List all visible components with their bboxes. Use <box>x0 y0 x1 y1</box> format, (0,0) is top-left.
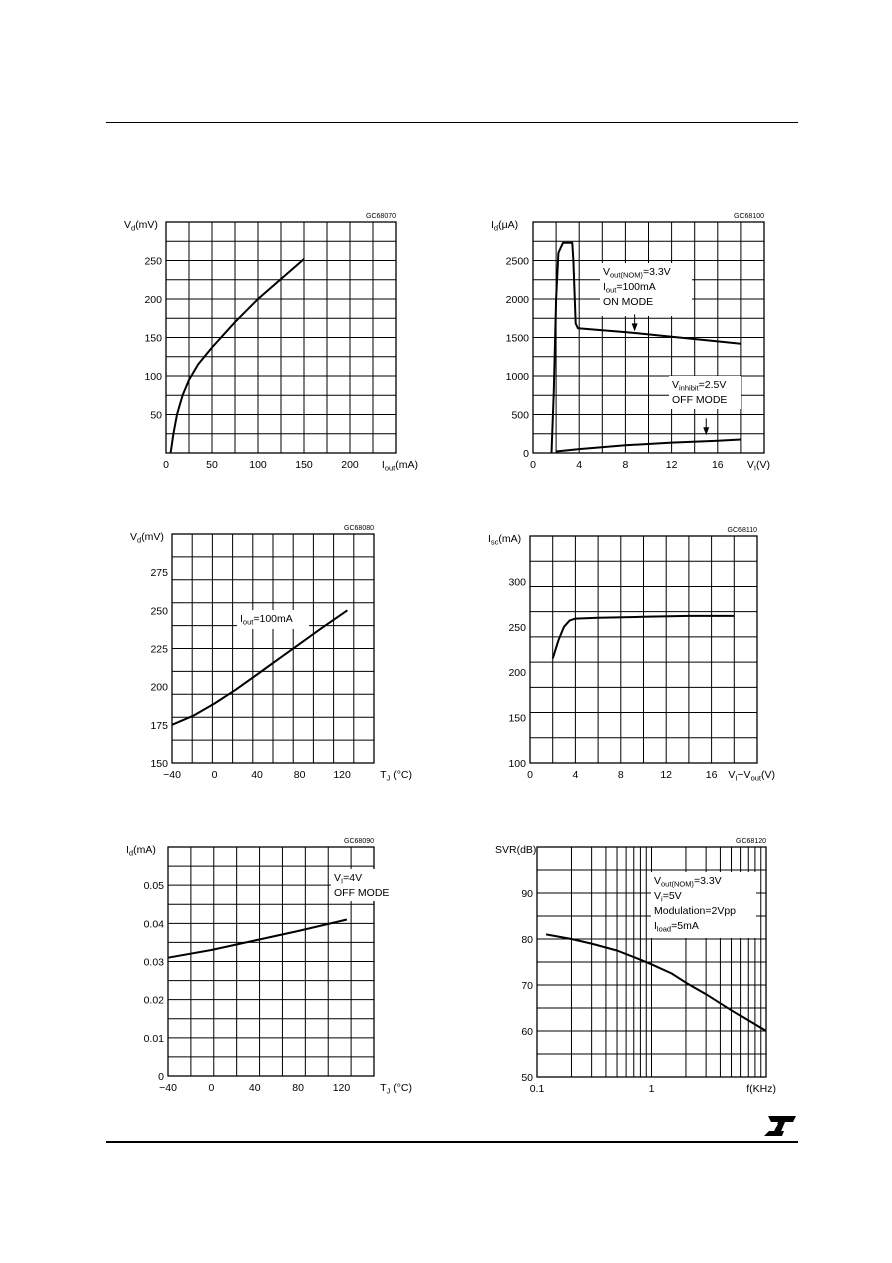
x-tick-label: 1 <box>648 1083 655 1095</box>
x-tick-label: −40 <box>159 1082 177 1094</box>
y-tick-label: 250 <box>150 605 168 618</box>
y-tick-label: 150 <box>150 758 168 770</box>
y-tick-label: 0.01 <box>143 1032 164 1045</box>
chart-2 <box>491 213 770 473</box>
x-tick-label: 40 <box>248 1082 261 1094</box>
annotation-text: $I_{load}=5mA$ <box>654 920 699 934</box>
x-axis-label: $T_J$ (°C) <box>380 769 412 783</box>
y-tick-label: 200 <box>508 667 526 680</box>
y-tick-label: 200 <box>150 681 168 694</box>
x-tick-label: 100 <box>249 459 267 471</box>
annotation-text: $V_i=5V$ <box>654 890 682 904</box>
x-tick-label: 80 <box>293 769 306 781</box>
x-tick-label: 8 <box>617 769 624 781</box>
x-axis-label: $T_J$ (°C) <box>380 1082 412 1096</box>
x-axis-label: $V_I(V)$ <box>746 459 770 473</box>
y-tick-label: 0.02 <box>143 994 164 1007</box>
st-logo <box>762 1115 798 1137</box>
chart-code: GC68120 <box>736 838 766 845</box>
annotation-text: $V_I=4V$ <box>334 872 363 886</box>
annotation-text: $V_{inhibit}=2.5V$ <box>672 379 727 393</box>
chart-grid <box>172 534 374 763</box>
y-tick-label: 275 <box>150 567 168 580</box>
x-tick-label: 150 <box>295 459 313 471</box>
annotation-text: Modulation=2Vpp <box>654 905 737 917</box>
annotation-text: $V_{out(NOM)}=3.3V$ <box>603 266 671 280</box>
x-tick-label: 12 <box>660 769 673 781</box>
y-tick-label: 90 <box>521 888 533 900</box>
y-tick-label: 250 <box>144 255 162 268</box>
series-line-1 <box>168 920 347 958</box>
x-tick-label: 0 <box>208 1082 215 1094</box>
x-tick-label: 8 <box>622 459 629 471</box>
x-tick-label: 40 <box>251 769 263 781</box>
y-tick-label: 1000 <box>505 371 529 383</box>
x-tick-label: 80 <box>292 1082 304 1094</box>
y-axis-label: $V_d(mV)$ <box>130 531 164 545</box>
chart-grid <box>166 222 396 453</box>
chart-code: GC68100 <box>734 213 764 220</box>
x-axis-label: f(KHz) <box>746 1083 776 1095</box>
y-tick-label: 0.05 <box>143 880 164 893</box>
y-tick-label: 175 <box>150 719 168 732</box>
y-axis-label: $I_d(\mu A)$ <box>491 219 519 233</box>
annotation-text: OFF MODE <box>672 394 728 406</box>
annotation-text: OFF MODE <box>334 887 390 899</box>
y-tick-label: 100 <box>508 758 526 770</box>
x-tick-label: 16 <box>711 459 724 471</box>
y-tick-label: 225 <box>150 643 168 656</box>
y-tick-label: 1500 <box>505 332 529 345</box>
chart-grid <box>530 536 757 763</box>
y-axis-label: SVR(dB) <box>495 844 537 856</box>
y-tick-label: 100 <box>144 371 162 383</box>
chart-code: GC68090 <box>344 838 374 845</box>
y-tick-label: 50 <box>150 409 162 422</box>
y-tick-label: 300 <box>508 576 526 589</box>
y-tick-label: 150 <box>508 712 526 725</box>
x-tick-label: 0 <box>163 459 169 471</box>
y-tick-label: 0 <box>523 448 529 460</box>
x-tick-label: 0 <box>527 769 533 781</box>
footer-rule <box>106 1141 798 1143</box>
y-tick-label: 0.04 <box>143 918 164 931</box>
x-tick-label: 120 <box>332 1082 351 1094</box>
y-tick-label: 50 <box>521 1072 533 1084</box>
y-tick-label: 150 <box>144 332 162 345</box>
chart-code: GC68080 <box>344 525 374 532</box>
chart-1 <box>124 213 418 473</box>
x-tick-label: 4 <box>576 459 583 471</box>
x-tick-label: 12 <box>665 459 678 471</box>
x-tick-label: 0.1 <box>529 1083 545 1095</box>
chart-6 <box>495 838 776 1095</box>
x-tick-label: 50 <box>206 459 218 471</box>
y-tick-label: 500 <box>511 409 529 422</box>
chart-3 <box>130 525 412 783</box>
x-axis-label: $V_I-V_{out}(V)$ <box>728 769 775 783</box>
series-line-1 <box>171 259 304 453</box>
annotation-text: $V_{out(NOM)}=3.3V$ <box>654 875 722 889</box>
x-tick-label: 16 <box>705 769 718 781</box>
chart-4 <box>488 527 775 783</box>
x-tick-label: 0 <box>211 769 218 781</box>
chart-5 <box>126 838 412 1096</box>
y-tick-label: 2000 <box>505 294 529 306</box>
annotation-arrowhead <box>632 323 638 331</box>
chart-grid <box>533 222 764 453</box>
chart-code: GC68070 <box>366 213 396 220</box>
x-tick-label: 120 <box>333 769 351 781</box>
y-axis-label: $I_{sc}(mA)$ <box>488 533 522 547</box>
st-logo-text: ST <box>762 1115 764 1116</box>
x-tick-label: 0 <box>530 459 536 471</box>
y-tick-label: 250 <box>508 621 526 634</box>
chart-code: GC68110 <box>727 527 757 534</box>
series-line-1 <box>546 934 766 1031</box>
y-tick-label: 60 <box>521 1026 533 1038</box>
y-axis-label: $V_d(mV)$ <box>124 219 158 233</box>
y-tick-label: 0.03 <box>143 956 164 969</box>
y-tick-label: 0 <box>158 1071 164 1083</box>
y-tick-label: 200 <box>144 294 162 306</box>
y-tick-label: 80 <box>521 934 533 946</box>
y-tick-label: 70 <box>521 980 533 992</box>
x-tick-label: 4 <box>572 769 579 781</box>
x-tick-label: −40 <box>163 769 181 781</box>
annotation-text: ON MODE <box>603 296 654 308</box>
annotation-text: $I_{out}=100mA$ <box>240 613 293 627</box>
annotation-text: $I_{out}=100mA$ <box>603 281 656 295</box>
x-axis-label: $I_{out}(mA)$ <box>381 459 418 473</box>
y-axis-label: $I_d(mA)$ <box>126 844 156 858</box>
y-tick-label: 2500 <box>505 255 529 268</box>
x-tick-label: 200 <box>341 459 359 471</box>
